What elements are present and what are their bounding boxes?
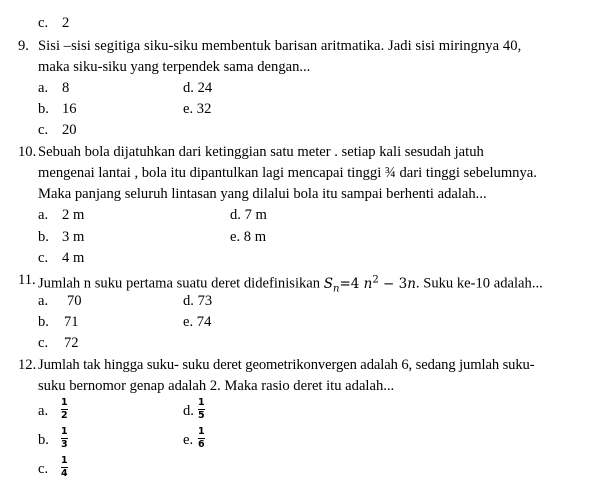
question-11-text-pre: Jumlah n suku pertama suatu deret didefinisikan <box>38 275 324 292</box>
question-9-option-c-value: 20 <box>62 122 77 138</box>
question-9-option-c-letter: c. <box>38 122 49 138</box>
fraction-denominator: 6 <box>198 439 205 450</box>
question-10-number: 10. <box>18 144 37 160</box>
question-12-option-e-letter: e. <box>183 432 194 448</box>
question-10-option-c-value: 4 m <box>62 250 85 266</box>
question-12-option-a-letter: a. <box>38 403 49 419</box>
question-10-option-e: e. 8 m <box>230 229 267 245</box>
question-12-option-b-letter: b. <box>38 432 49 448</box>
question-12-option-d-fraction <box>197 398 206 421</box>
question-9-option-b-letter: b. <box>38 101 49 117</box>
question-10-text-line-2: mengenai lantai , bola itu dipantulkan lagi mencapai tinggi ¾ dari tinggi sebelumnya. <box>38 165 537 181</box>
question-12-number: 12. <box>18 357 37 373</box>
fraction-numerator: 1 <box>61 455 68 466</box>
formula-s: S <box>323 275 333 292</box>
fraction-numerator: 1 <box>61 426 68 437</box>
question-12-text-line-2: suku bernomor genap adalah 2. Maka rasio deret itu adalah... <box>38 378 395 394</box>
question-10-option-a-value: 2 m <box>62 207 85 223</box>
formula-sub-n: n <box>332 283 340 295</box>
formula-exp: 2 <box>372 274 379 285</box>
question-11-option-b-letter: b. <box>38 314 49 330</box>
question-10-option-b-value: 3 m <box>62 229 85 245</box>
question-12-option-c-letter: c. <box>38 461 49 477</box>
question-11-number: 11. <box>18 272 36 288</box>
question-11-option-e: e. 74 <box>183 314 212 330</box>
formula-minus: − 3 <box>378 275 408 292</box>
fraction-denominator: 5 <box>198 410 205 421</box>
prev-option-c-value: 2 <box>62 15 70 31</box>
formula-n: n <box>363 275 373 292</box>
question-10-option-b-letter: b. <box>38 229 49 245</box>
question-12-option-b-fraction <box>60 427 69 450</box>
fraction-numerator: 1 <box>61 397 68 408</box>
question-11-option-a-letter: a. <box>38 293 49 309</box>
question-11-option-c-letter: c. <box>38 335 49 351</box>
question-9-option-d: d. 24 <box>183 80 213 96</box>
question-10-text-line-1: Sebuah bola dijatuhkan dari ketinggian satu meter . setiap kali sesudah jatuh <box>38 144 484 160</box>
question-11-option-c-value: 72 <box>64 335 79 351</box>
question-10-text-line-3: Maka panjang seluruh lintasan yang dilalui bola itu sampai berhenti adalah... <box>38 186 487 202</box>
question-11-option-d: d. 73 <box>183 293 213 309</box>
fraction-denominator: 3 <box>61 439 68 450</box>
question-9-option-b-value: 16 <box>62 101 77 117</box>
fraction-numerator: 1 <box>198 397 205 408</box>
question-9-number: 9. <box>18 38 29 54</box>
question-12-option-d-letter: d. <box>183 403 194 419</box>
fraction-denominator: 4 <box>61 468 68 479</box>
question-9-text-line-1: Sisi –sisi segitiga siku-siku membentuk barisan aritmatika. Jadi sisi miringnya 40, <box>38 38 522 54</box>
question-12-option-c-fraction <box>60 456 69 479</box>
question-9-option-a-letter: a. <box>38 80 49 96</box>
question-10-option-c-letter: c. <box>38 250 49 266</box>
question-11-text-line-1 <box>38 271 543 298</box>
question-9-text-line-2: maka siku-siku yang terpendek sama dengan... <box>38 59 311 75</box>
question-9-option-a-value: 8 <box>62 80 70 96</box>
question-10-option-a-letter: a. <box>38 207 49 223</box>
formula-eq: =4 <box>339 275 364 292</box>
question-11-text-post: . Suku ke-10 adalah... <box>415 275 543 292</box>
fraction-denominator: 2 <box>61 410 68 421</box>
question-10-option-d: d. 7 m <box>230 207 267 223</box>
question-12-text-line-1: Jumlah tak hingga suku- suku deret geometrikonvergen adalah 6, sedang jumlah suku- <box>38 357 535 373</box>
prev-option-c-letter: c. <box>38 15 49 31</box>
fraction-numerator: 1 <box>198 426 205 437</box>
question-11-option-a-value: 70 <box>67 293 82 309</box>
question-12-option-a-fraction <box>60 398 69 421</box>
question-9-option-e: e. 32 <box>183 101 212 117</box>
question-12-option-e-fraction <box>197 427 206 450</box>
question-11-option-b-value: 71 <box>64 314 79 330</box>
formula-n-2: n <box>407 275 416 292</box>
formula <box>323 274 416 295</box>
